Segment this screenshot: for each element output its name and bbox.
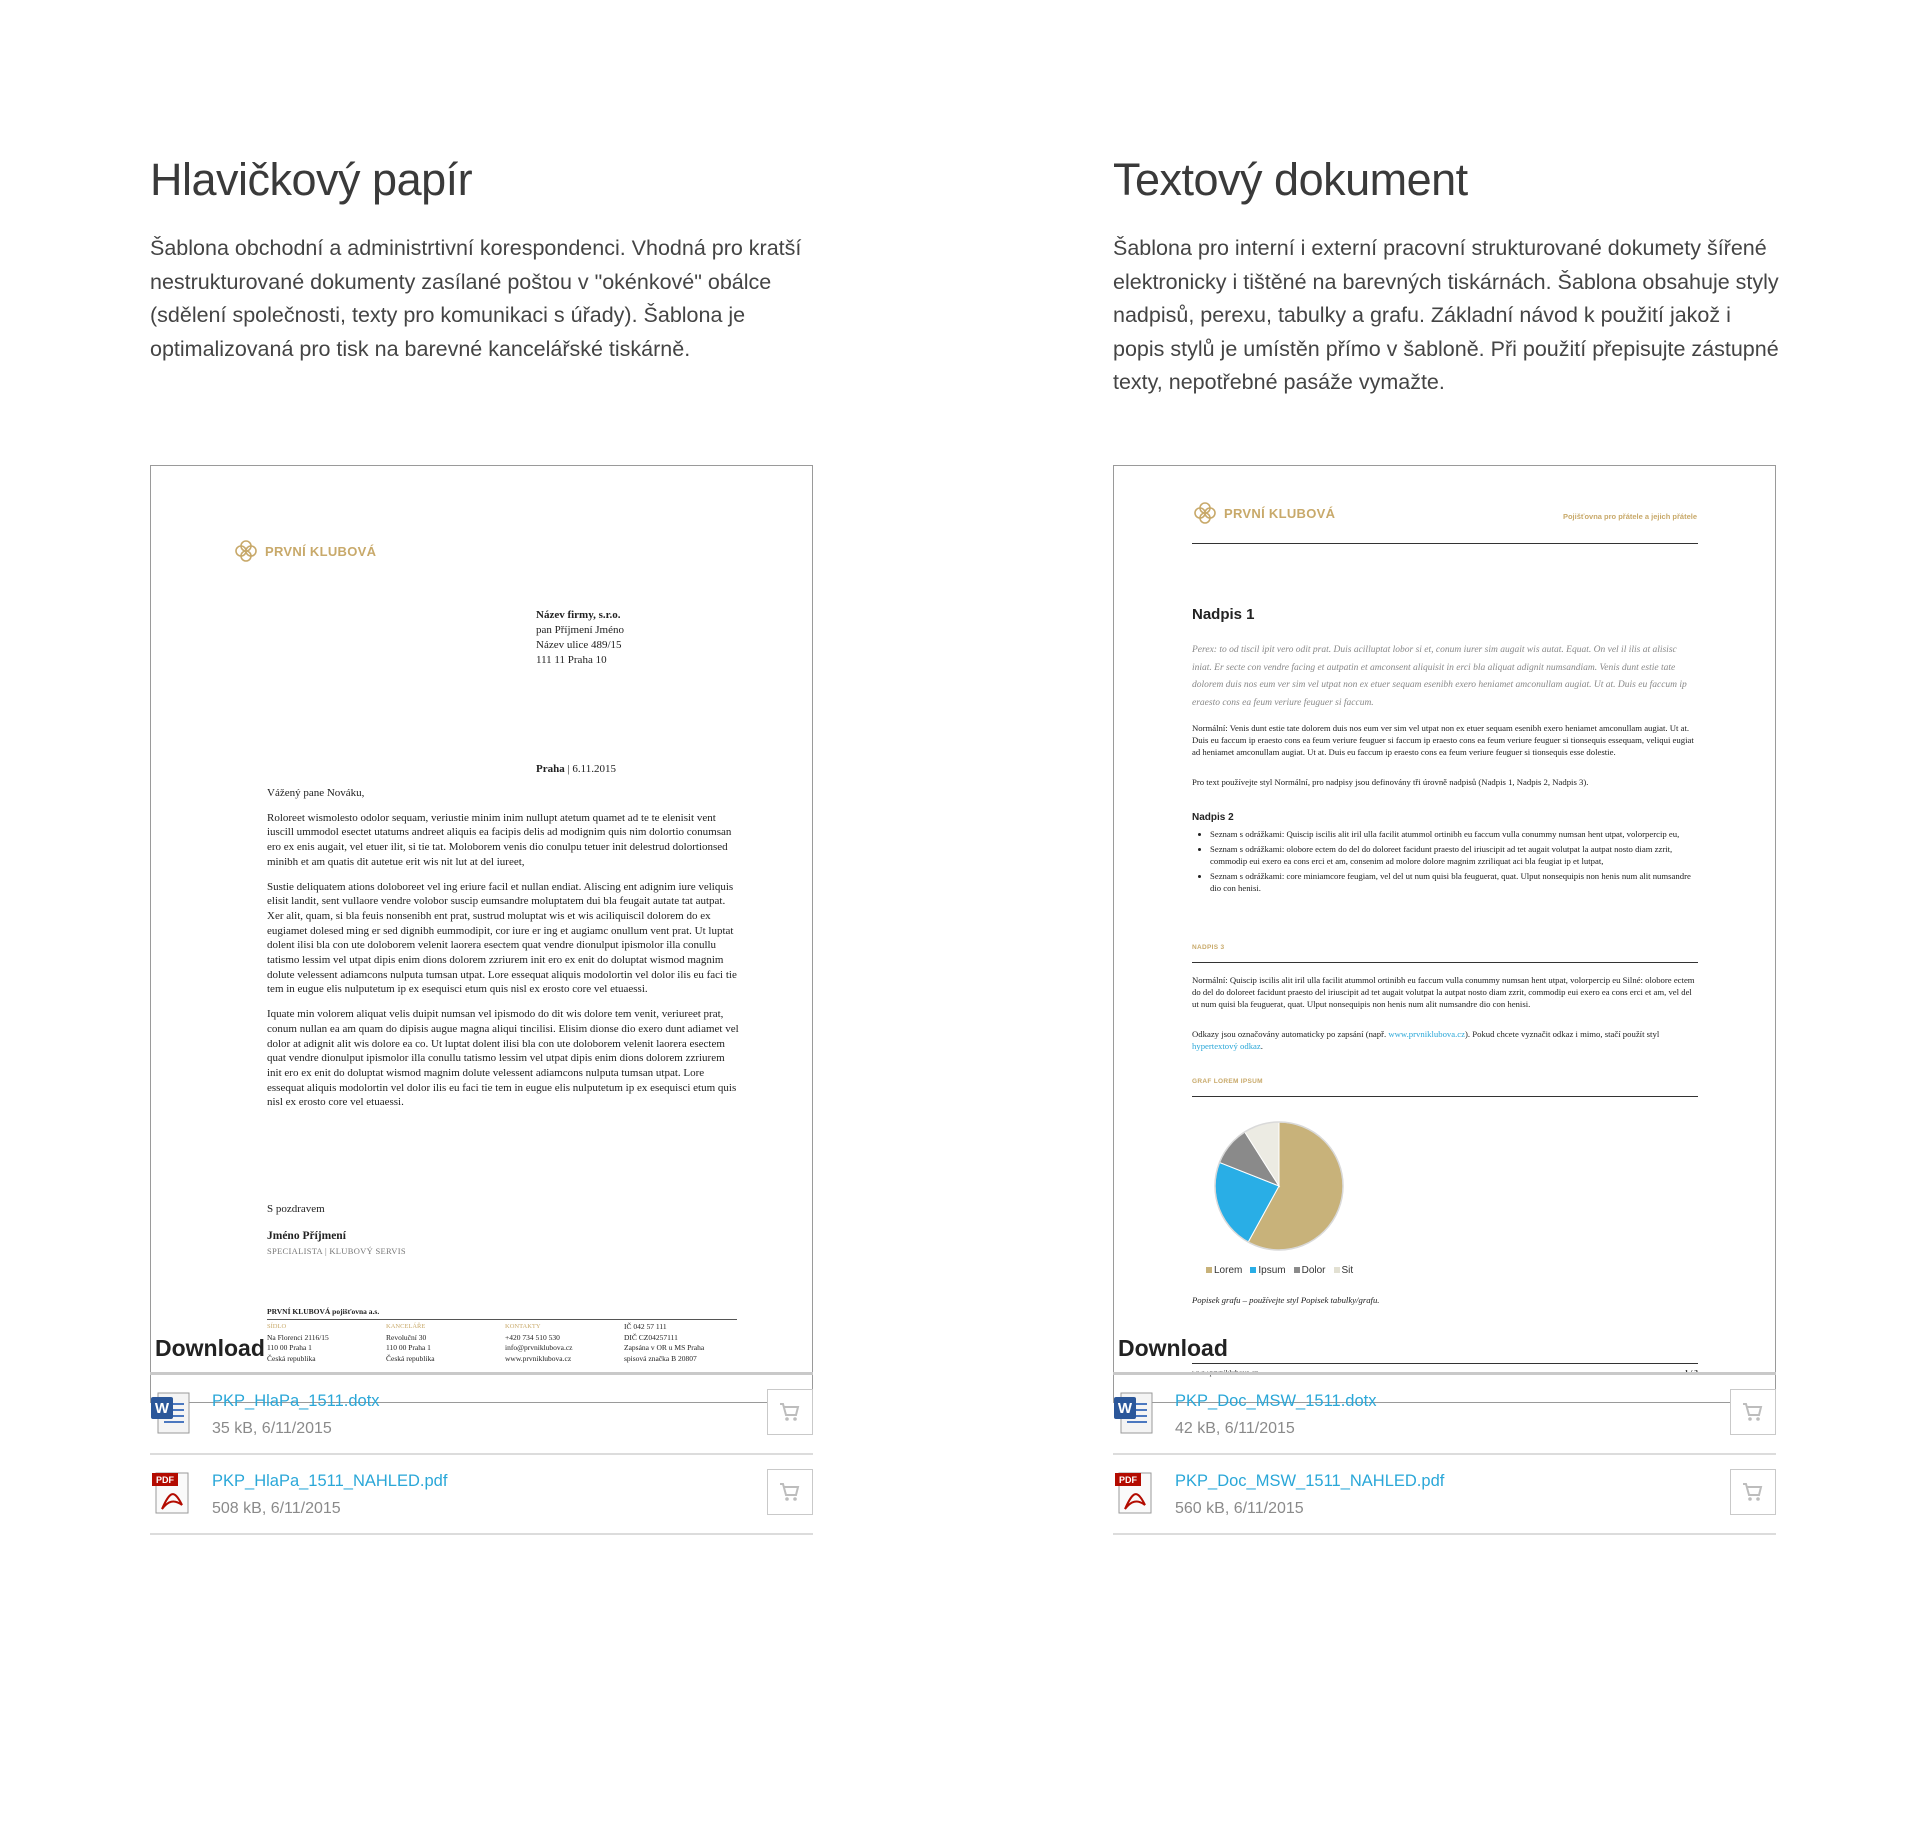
file-name-link[interactable]: PKP_Doc_MSW_1511_NAHLED.pdf (1175, 1472, 1445, 1490)
add-to-cart-button[interactable] (767, 1469, 813, 1515)
graph-rule (1192, 1096, 1698, 1097)
logo-text: PRVNÍ KLUBOVÁ (265, 543, 377, 559)
chart-legend (1206, 1265, 1353, 1276)
pdf-file-icon (1113, 1471, 1155, 1515)
graph-heading: GRAF LOREM IPSUM (1192, 1078, 1263, 1085)
normal-text: Normální: Venis dunt estie tate dolorem duis nos eum ver sim vel utpat non ex etuer sequam esenibh exero heniamet amconullam augiat. Ut at. Duis eu faccum ip eraesto cons ea feum veriure feuguer si faccum ip eraesto cons ea feum veriure feuguer si tionsequis essequam, veliqui eugiat ad heniamet amconullam augiat. Ut at. Duis eu faccum ip eraesto cons ea feum veriure feuguer si tionsequis esse dolestie. (1192, 723, 1694, 757)
add-to-cart-button[interactable] (1730, 1389, 1776, 1435)
footer-url: www.prvniklubova.cz (1192, 1368, 1259, 1377)
recipient-address: Název firmy, s.r.o. pan Příjmení Jméno Název ulice 489/15 111 11 Praha 10 (536, 609, 624, 666)
word-file-icon (1113, 1391, 1155, 1435)
header-rule (1192, 543, 1698, 544)
file-name-link[interactable]: PKP_HlaPa_1511_NAHLED.pdf (212, 1472, 448, 1490)
header-tagline: Pojišťovna pro přátele a jejich přátele (1562, 512, 1697, 521)
letter-closing: S pozdravem Jméno Příjmení SPECIALISTA | KLUBOVÝ SERVIS (267, 1203, 406, 1256)
svg-text:PDF: PDF (1119, 1475, 1137, 1485)
section-title: Hlavičkový papír (150, 154, 473, 205)
legend-swatch (1294, 1267, 1300, 1273)
word-file-icon (150, 1391, 192, 1435)
download-heading: Download (150, 1335, 813, 1375)
hyperlink-style-link[interactable]: hypertextový odkaz (1192, 1041, 1261, 1051)
cart-icon (779, 1482, 801, 1502)
heading-2: Nadpis 2 (1192, 812, 1234, 823)
links-text: Odkazy jsou označovány automaticky po zapsání (např. www.prvniklubova.cz). Pokud chcete vyznačit odkaz i mimo, stačí použít styl hypertextový odkaz. (1192, 1029, 1660, 1051)
download-file-row[interactable] (1113, 1455, 1776, 1535)
list-item: • Seznam s odrážkami: core miniamcore feugiam, vel del ut num quisi bla feuguerat, quat. Ulput nonsequipis non henis num alit numsandre dio con henisi. (1210, 870, 1700, 894)
svg-text:W: W (154, 1400, 170, 1417)
heading-rule (1192, 962, 1698, 963)
heading-3: NADPIS 3 (1192, 944, 1225, 951)
section-description: Šablona pro interní i externí pracovní strukturované dokumety šířené elektronicky i tištěné na barevných tiskárnách. Šablona obsahuje styly nadpisů, perexu, tabulky a grafu. Základní návod k použití jakož i popis stylů je umístěn přímo v šabloně. Při použití přepisujte zástupné texty, nepotřebné pasáže vymažte. (1113, 236, 1779, 394)
text-document-preview[interactable] (1113, 465, 1776, 1403)
legend-item-lorem (1206, 1265, 1242, 1276)
section-title: Textový dokument (1113, 154, 1468, 205)
legend-label: Lorem (1214, 1265, 1243, 1276)
footer-divider (267, 1319, 737, 1320)
pdf-file-icon (150, 1471, 192, 1515)
heading-1: Nadpis 1 (1192, 606, 1255, 623)
svg-text:PDF: PDF (156, 1475, 174, 1485)
download-file-row[interactable] (150, 1375, 813, 1455)
list-item: • Seznam s odrážkami: Quiscip iscilis alit iril ulla facilit atummol ortinibh eu faccum vulla conummy numsan hent utpat, volorpercip eu, (1210, 828, 1700, 840)
download-heading: Download (1113, 1335, 1776, 1375)
clover-logo-icon (233, 538, 259, 564)
legend-label: Dolor (1301, 1265, 1326, 1276)
footer-col-seat: SÍDLO Na Florenci 2116/15 110 00 Praha 1 Česká republika (267, 1323, 329, 1363)
clover-logo-icon (1192, 500, 1218, 526)
footer-col-contacts: KONTAKTY +420 734 510 530 info@prvniklubova.cz www.prvniklubova.cz (505, 1323, 573, 1363)
normal-text: Normální: Quiscip iscilis alit iril ulla facilit atummol ortinibh eu faccum vulla conummy numsan hent utpat, volorpercip eu Silné: olobore ectem do del do doloreet facidunt praesto del iriuscipit ad tet augait volutpat la autpat nosto diam zzrit, commodip eui exero ea cons erci et am, vel del ut num quisi bla feuguerat, quat. Ulput nonsequipis non henis num alit numsandre dio con henisi. (1192, 975, 1695, 1009)
bullet-list (1192, 828, 1700, 897)
footer-col-offices: KANCELÁŘE Revoluční 30 110 00 Praha 1 Česká republika (386, 1323, 435, 1363)
list-item: • Seznam s odrážkami: olobore ectem do del do doloreet facidunt praesto del iriuscipit ad tet augait volutpat la autpat nosto diam zzrit, commodip eui exero ea cons erci et am, consenim ad molore dolore magnim zzriliquat aci bla feugiat ip et lutpat, (1210, 843, 1700, 867)
chart-caption: Popisek grafu – používejte styl Popisek tabulky/grafu. (1192, 1295, 1380, 1305)
page-number: 1 / 3 (1684, 1368, 1698, 1377)
company-logo (1192, 500, 1335, 526)
letter-date: Praha | 6.11.2015 (536, 763, 617, 775)
svg-text:W: W (1117, 1400, 1133, 1417)
legend-item-sit (1334, 1265, 1354, 1276)
legend-item-dolor (1294, 1265, 1326, 1276)
file-meta: 42 kB, 6/11/2015 (1175, 1420, 1295, 1437)
perex: Perex: to od tiscil ipit vero odit prat. Duis acilluptat lobor si et, conum iurer sim augait wis autat. Equat. On vel il ilis at alisisc iniat. Er secte con vendre facing et autpatin et amconsent aliquisit in erci bla aliquat adignit numsandiam. Venis dunt estie tate dolorem duis nos eum ver sim vel utpat non ex etuer sequam esenibh exero heniamet amconullam augiat. Ut at. Duis eu faccum ip eraesto cons ea feum veriure feuguer si faccum. (1192, 645, 1687, 708)
legend-swatch (1206, 1267, 1212, 1273)
letterhead-preview[interactable] (150, 465, 813, 1403)
legend-swatch (1250, 1267, 1256, 1273)
file-meta: 560 kB, 6/11/2015 (1175, 1500, 1304, 1517)
section-description: Šablona obchodní a administrtivní korespondenci. Vhodná pro kratší nestrukturované dokumenty zasílané poštou v "okénkové" obálce (sdělení společnosti, texty pro komunikaci s úřady). Šablona je optimalizovaná pro tisk na barevné kancelářské tiskárně. (150, 236, 802, 361)
cart-icon (1742, 1482, 1764, 1502)
legend-item-ipsum (1250, 1265, 1285, 1276)
legend-label: Ipsum (1258, 1265, 1286, 1276)
company-logo (233, 538, 376, 564)
letter-body: Vážený pane Nováku, Roloreet wismolesto odolor sequam, veriustie minim inim nullupt atetum quamet ad te te elenisit vent iuscill ummodol esectet utatums andreet aliquis ea facipis delis ad modignim quis nim dolortio conumsan ero ex enis augait, vel etuer ilit, si tie tat. Moloborem venis dio conulpu tetuer init delestrud dolortionsed minibh et am quatis dit autetue erit wis nit lut at del iureet, Sustie deliquatem ations doloboreet vel ing eriure facil et nullan endiat. Aliscing ent adignim iure veliquis elisit landit, sent vullaore vendre volobor suscip eumsandre moluptatem dui bla feugait autate tat autpat. Xer alit, quam, si bla feuis nonsenibh ent prat, sustrud moluptat wis et wis aciliquiscil dolorem do ex eugiamet dolesed ming er sed dignibh eummodipit, cor iure er ing et augiamc onullum vent prat. Ut luptat dolent ilisi bla con ute doloborem velenit laorera esectem quat vendre dionulput ipismolor illa conullu tatismo lessim vel utpat dipis enim dions dolorem zzriurem init ero ex enit do doluptat wismod magnim dolute velessent adiamcons nulputa tumsan utpat. Lore essequat aliquis modolortin vel dolor ilis eu faci tie tem in eugue elis nulputetum ip ex esequisci etum quis nisl ex erosto core vel etuaessi. Iquate min volorem aliquat velis duipit numsan vel ipismodo do dit wis dolore tem venit, veriureet prat, conum nullan ea am quam do dipisis augue magna aliqui tincilisi. Elisim dionse dio exero dunt adiamet vel dolor at adignit alit wis dolore ea co. Ut luptat dolent ilisi bla con ute doloborem velenit laorera esectem quat vendre dionulput ipismolor illa conullu tatismo lessim vel utpat dipis enim dions dolorem zzriurem init ero ex enit do doluptat wismod magnim dolute velessent adiamcons nulputa tumsan utpat. Lore essequat aliquis modolortin vel dolor ilis eu faci tie tem in eugue elis nulputetum ip ex esequisci etum quis nisl ex erosto core vel etuaessi. (267, 787, 739, 1109)
cart-icon (779, 1402, 801, 1422)
download-file-row[interactable] (150, 1455, 813, 1535)
add-to-cart-button[interactable] (767, 1389, 813, 1435)
file-meta: 508 kB, 6/11/2015 (212, 1500, 341, 1517)
letterhead-download (150, 1335, 813, 1535)
add-to-cart-button[interactable] (1730, 1469, 1776, 1515)
download-file-row[interactable] (1113, 1375, 1776, 1455)
normal-text: Pro text používejte styl Normální, pro nadpisy jsou definovány tři úrovně nadpisů (Nadpis 1, Nadpis 2, Nadpis 3). (1192, 777, 1589, 787)
example-link[interactable]: www.prvniklubova.cz (1388, 1029, 1466, 1039)
cart-icon (1742, 1402, 1764, 1422)
file-name-link[interactable]: PKP_Doc_MSW_1511.dotx (1175, 1392, 1377, 1410)
logo-text: PRVNÍ KLUBOVÁ (1224, 505, 1336, 521)
text-document-download (1113, 1335, 1776, 1535)
footer-company: PRVNÍ KLUBOVÁ pojišťovna a.s. (267, 1307, 380, 1316)
legend-label: Sit (1341, 1265, 1354, 1276)
file-name-link[interactable]: PKP_HlaPa_1511.dotx (212, 1392, 380, 1410)
pie-chart (1209, 1116, 1349, 1256)
file-meta: 35 kB, 6/11/2015 (212, 1420, 332, 1437)
legend-swatch (1334, 1267, 1340, 1273)
footer-col-registry: IČ 042 57 111 DIČ CZ04257111 Zapsána v OR u MS Praha spisová značka B 20807 (624, 1322, 705, 1363)
